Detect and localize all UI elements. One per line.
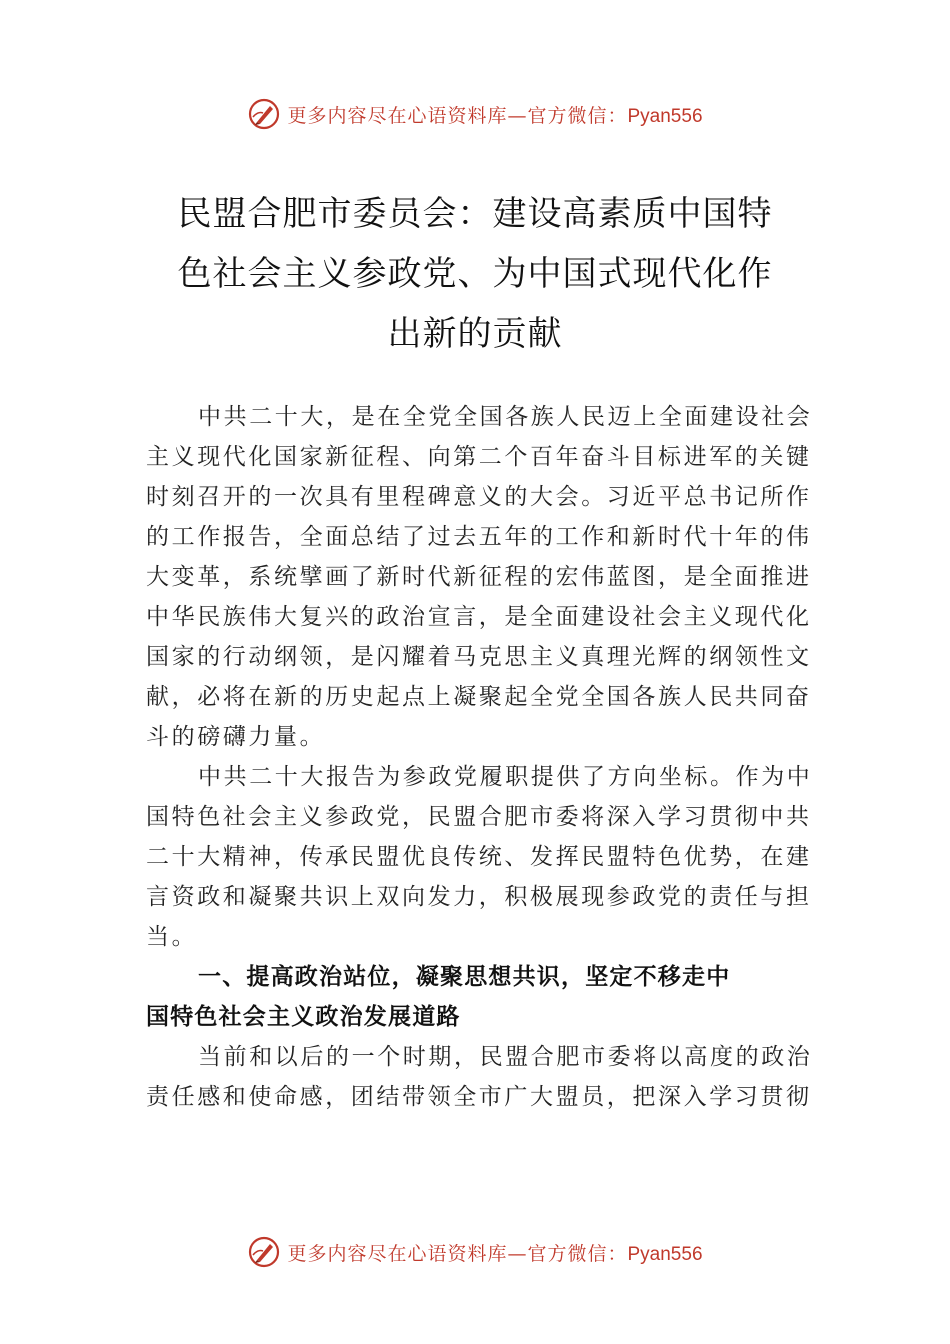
section-heading-1 [146,957,806,1037]
text-line: 责任感和使命感，团结带领全市广大盟员，把深入学习贯彻 [146,1084,812,1110]
text-line: 大变革，系统擘画了新时代新征程的宏伟蓝图，是全面推进 [146,564,812,590]
title-line: 色社会主义参政党、为中国式现代化作 [177,254,773,294]
text-line: 的工作报告，全面总结了过去五年的工作和新时代十年的伟 [146,524,812,550]
text-line: 国特色社会主义参政党，民盟合肥市委将深入学习贯彻中共 [146,804,812,830]
document-body [146,397,813,1117]
title-line: 民盟合肥市委员会：建设高素质中国特 [177,194,773,234]
text-line: 当。 [146,924,198,950]
text-line: 主义现代化国家新征程、向第二个百年奋斗目标进军的关键 [146,444,812,470]
paragraph-2 [146,757,813,957]
title-line: 出新的贡献 [387,314,563,354]
heading-line: 一、提高政治站位，凝聚思想共识，坚定不移走中 [198,964,731,990]
watermark-wechat-id: Pyan556 [627,105,703,127]
watermark-text: 更多内容尽在心语资料库—官方微信：Pyan556 [287,104,703,127]
text-line: 中华民族伟大复兴的政治宣言，是全面建设社会主义现代化 [146,604,812,630]
text-line: 斗的磅礴力量。 [146,724,326,750]
watermark-text: 更多内容尽在心语资料库—官方微信：Pyan556 [287,1242,703,1265]
text-line: 言资政和凝聚共识上双向发力，积极展现参政党的责任与担 [146,884,812,910]
text-line: 中共二十大，是在全党全国各族人民迈上全面建设社会 [198,404,813,430]
watermark-wechat-id: Pyan556 [627,1243,703,1265]
paragraph-3 [146,1037,813,1117]
text-line: 当前和以后的一个时期，民盟合肥市委将以高度的政治 [198,1044,813,1070]
document-title [150,184,800,364]
text-line: 时刻召开的一次具有里程碑意义的大会。习近平总书记所作 [146,484,812,510]
heading-line: 国特色社会主义政治发展道路 [146,1004,461,1030]
text-line: 国家的行动纲领，是闪耀着马克思主义真理光辉的纲领性文 [146,644,812,670]
pen-circle-logo-icon [247,1235,281,1269]
pen-circle-logo-icon [247,97,281,131]
watermark-footer [0,1232,950,1272]
text-line: 中共二十大报告为参政党履职提供了方向坐标。作为中 [198,764,813,790]
text-line: 二十大精神，传承民盟优良传统、发挥民盟特色优势，在建 [146,844,812,870]
text-line: 献，必将在新的历史起点上凝聚起全党全国各族人民共同奋 [146,684,812,710]
paragraph-1 [146,397,813,757]
watermark-header [0,94,950,134]
